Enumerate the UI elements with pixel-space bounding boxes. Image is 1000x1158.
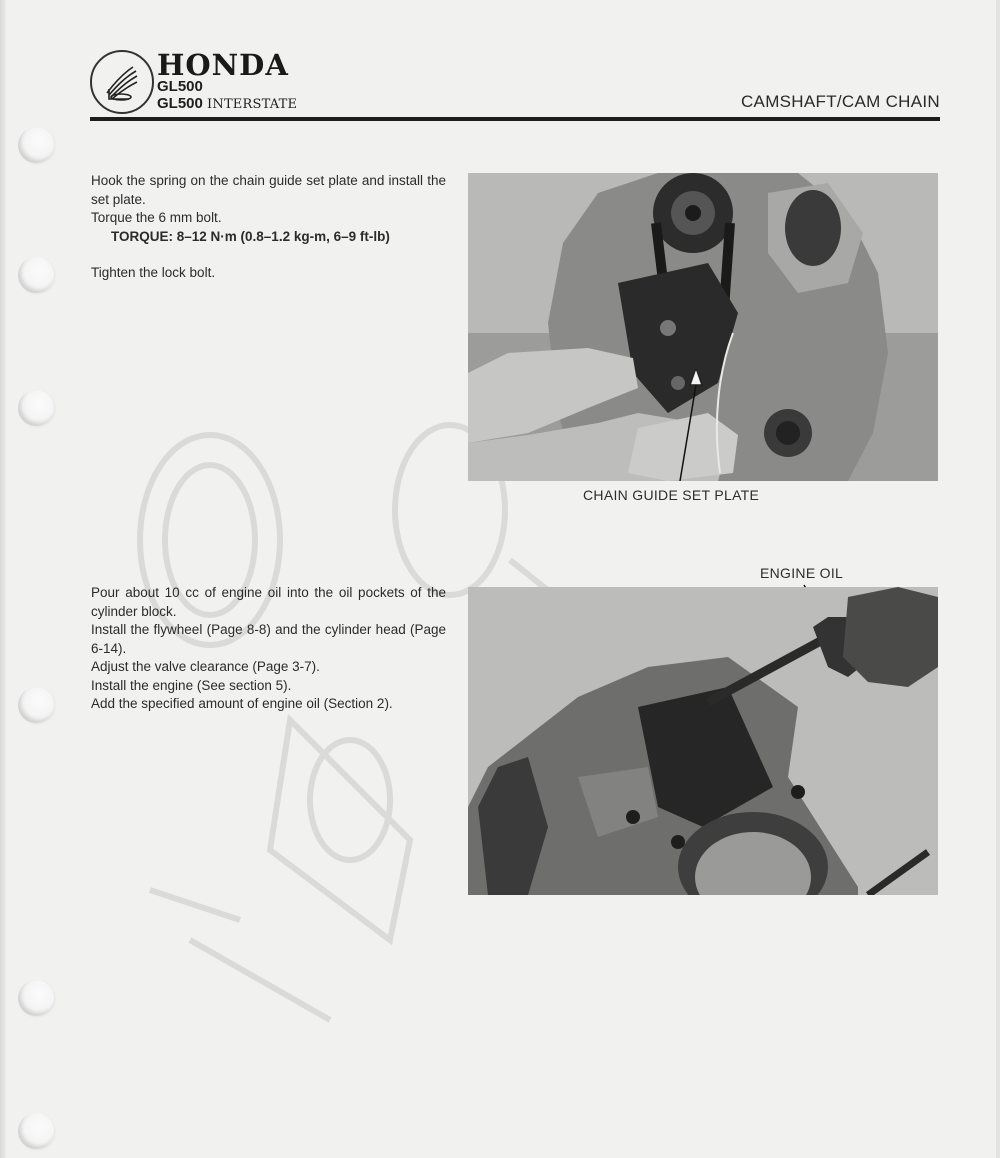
figure-caption-chain-guide-set-plate: CHAIN GUIDE SET PLATE — [583, 487, 760, 503]
model-suffix: INTERSTATE — [207, 97, 298, 112]
model-name: GL500 — [157, 78, 203, 95]
instruction-line: Install the flywheel (Page 8-8) and the cylinder head (Page 6-14). — [91, 622, 446, 656]
binder-hole-icon — [18, 257, 54, 293]
header-divider — [90, 117, 940, 121]
binder-hole-icon — [18, 1113, 54, 1149]
brand-name: HONDA — [157, 48, 289, 82]
honda-wing-logo — [90, 50, 154, 114]
binder-hole-icon — [18, 687, 54, 723]
cylinder-block-oiling-photo — [468, 587, 938, 895]
page-left-edge — [0, 0, 6, 1158]
binder-hole-icon — [18, 980, 54, 1016]
torque-spec: TORQUE: 8–12 N·m (0.8–1.2 kg-m, 6–9 ft-lb) — [111, 228, 390, 244]
instruction-line: Add the specified amount of engine oil (Section 2). — [91, 696, 393, 711]
binder-hole-icon — [18, 390, 54, 426]
instruction-line: Torque the 6 mm bolt. — [91, 210, 222, 225]
instruction-line: Adjust the valve clearance (Page 3-7). — [91, 659, 320, 674]
engine-chain-guide-photo — [468, 173, 938, 481]
instruction-line: Hook the spring on the chain guide set plate and install the set plate. — [91, 173, 446, 207]
page-right-edge — [996, 0, 1000, 1158]
figure-caption-engine-oil: ENGINE OIL — [760, 565, 844, 581]
instruction-block-1 — [91, 172, 446, 283]
winged-emblem-icon — [99, 59, 145, 105]
binder-hole-icon — [18, 127, 54, 163]
model-prefix: GL500 — [157, 95, 203, 112]
instruction-line: Pour about 10 cc of engine oil into the oil pockets of the cylinder block. — [91, 585, 446, 619]
section-title: CAMSHAFT/CAM CHAIN — [740, 92, 940, 111]
instruction-line: Tighten the lock bolt. — [91, 265, 216, 280]
instruction-block-2 — [91, 584, 446, 714]
instruction-line: Install the engine (See section 5). — [91, 677, 292, 693]
model-name-interstate — [157, 95, 297, 113]
